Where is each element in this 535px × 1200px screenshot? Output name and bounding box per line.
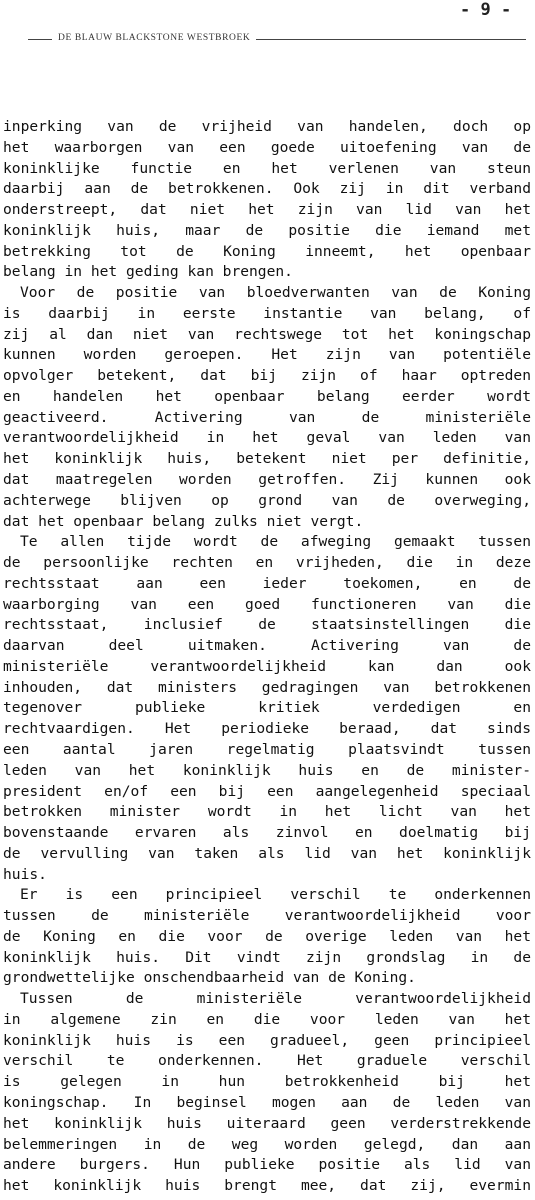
text-line: betrokken minister wordt in het licht van het: [3, 803, 531, 821]
text-line: Er is een principieel verschil te onderkennen: [20, 886, 531, 904]
text-line: in algemene zin en die voor leden van het: [3, 1010, 531, 1028]
running-title: DE BLAUW BLACKSTONE WESTBROEK: [52, 33, 256, 43]
page-number: - 9 -: [460, 0, 512, 20]
text-line: het koninklijk huis, betekent niet per definitie,: [3, 450, 531, 468]
text-line: inperking van de vrijheid van handelen, doch op: [3, 118, 531, 135]
text-line: rechtsstaat, inclusief de staatsinstellingen die: [3, 616, 531, 634]
text-line: belang in het geding kan brengen.: [3, 263, 293, 281]
text-line: het waarborgen van een goede uitoefening van de: [3, 138, 531, 156]
text-line: is gelegen in hun betrokkenheid bij het: [3, 1073, 531, 1091]
text-line: huis.: [3, 865, 47, 883]
text-line: belemmeringen in de weg worden gelegd, dan aan: [3, 1135, 531, 1153]
text-line: koninklijk huis is een gradueel, geen principieel: [3, 1031, 531, 1049]
body-text: [0, 117, 535, 1197]
text-line: leden van het koninklijk huis en de minister-: [3, 761, 531, 779]
text-line: grondwettelijke onschendbaarheid van de Koning.: [3, 969, 416, 987]
text-line: dat maatregelen worden getroffen. Zij kunnen ook: [3, 471, 531, 489]
text-line: president en/of een bij een aangelegenheid speciaal: [3, 782, 531, 800]
text-line: daarbij aan de betrokkenen. Ook zij in dit verband: [3, 180, 531, 198]
text-line: bovenstaande ervaren als zinvol en doelmatig bij: [3, 824, 531, 842]
text-line: betrekking tot de Koning inneemt, het openbaar: [3, 242, 531, 260]
text-line: achterwege blijven op grond van de overweging,: [3, 491, 531, 509]
text-line: Tussen de ministeriële verantwoordelijkheid: [20, 990, 531, 1008]
page-header: [0, 0, 535, 60]
text-line: andere burgers. Hun publieke positie als lid van: [3, 1156, 531, 1174]
text-line: kunnen worden geroepen. Het zijn van potentiële: [3, 346, 531, 364]
text-line: tegenover publieke kritiek verdedigen en: [3, 699, 531, 717]
text-line: een aantal jaren regelmatig plaatsvindt tussen: [3, 740, 531, 758]
text-line: is daarbij in eerste instantie van belang, of: [3, 304, 531, 322]
text-line: tussen de ministeriële verantwoordelijkheid voor: [3, 907, 531, 925]
text-line: de Koning en die voor de overige leden van het: [3, 927, 531, 945]
text-line: dat het openbaar belang zulks niet vergt.: [3, 512, 364, 530]
text-line: de persoonlijke rechten en vrijheden, die in deze: [3, 554, 531, 572]
text-line: koningschap. In beginsel mogen aan de leden van: [3, 1093, 531, 1111]
text-line: verschil te onderkennen. Het graduele verschil: [3, 1052, 531, 1070]
text-line: het koninklijk huis brengt mee, dat zij, evermin: [3, 1177, 531, 1195]
text-line: inhouden, dat ministers gedragingen van betrokkenen: [3, 678, 531, 696]
text-line: geactiveerd. Activering van de ministeriële: [3, 408, 531, 426]
text-line: en handelen het openbaar belang eerder wordt: [3, 387, 531, 405]
text-line: rechtsstaat aan een ieder toekomen, en de: [3, 574, 531, 592]
text-line: koninklijke functie en het verlenen van steun: [3, 159, 531, 177]
text-line: rechtvaardigen. Het periodieke beraad, dat sinds: [3, 720, 531, 738]
text-line: zij al dan niet van rechtswege tot het koningschap: [3, 325, 531, 343]
text-line: de vervulling van taken als lid van het koninklijk: [3, 844, 531, 862]
text-line: daarvan deel uitmaken. Activering van de: [3, 637, 531, 655]
text-line: koninklijk huis. Dit vindt zijn grondslag in de: [3, 948, 531, 966]
text-line: waarborging van een goed functioneren van die: [3, 595, 531, 613]
text-line: onderstreept, dat niet het zijn van lid van het: [3, 201, 531, 219]
text-line: het koninklijk huis uiteraard geen verderstrekkende: [3, 1114, 531, 1132]
text-line: Te allen tijde wordt de afweging gemaakt tussen: [20, 533, 531, 551]
text-line: verantwoordelijkheid in het geval van leden van: [3, 429, 531, 447]
text-line: ministeriële verantwoordelijkheid kan dan ook: [3, 657, 531, 675]
text-line: Voor de positie van bloedverwanten van de Koning: [20, 284, 531, 302]
text-line: koninklijk huis, maar de positie die iemand met: [3, 221, 531, 239]
text-line: opvolger betekent, dat bij zijn of haar optreden: [3, 367, 531, 385]
